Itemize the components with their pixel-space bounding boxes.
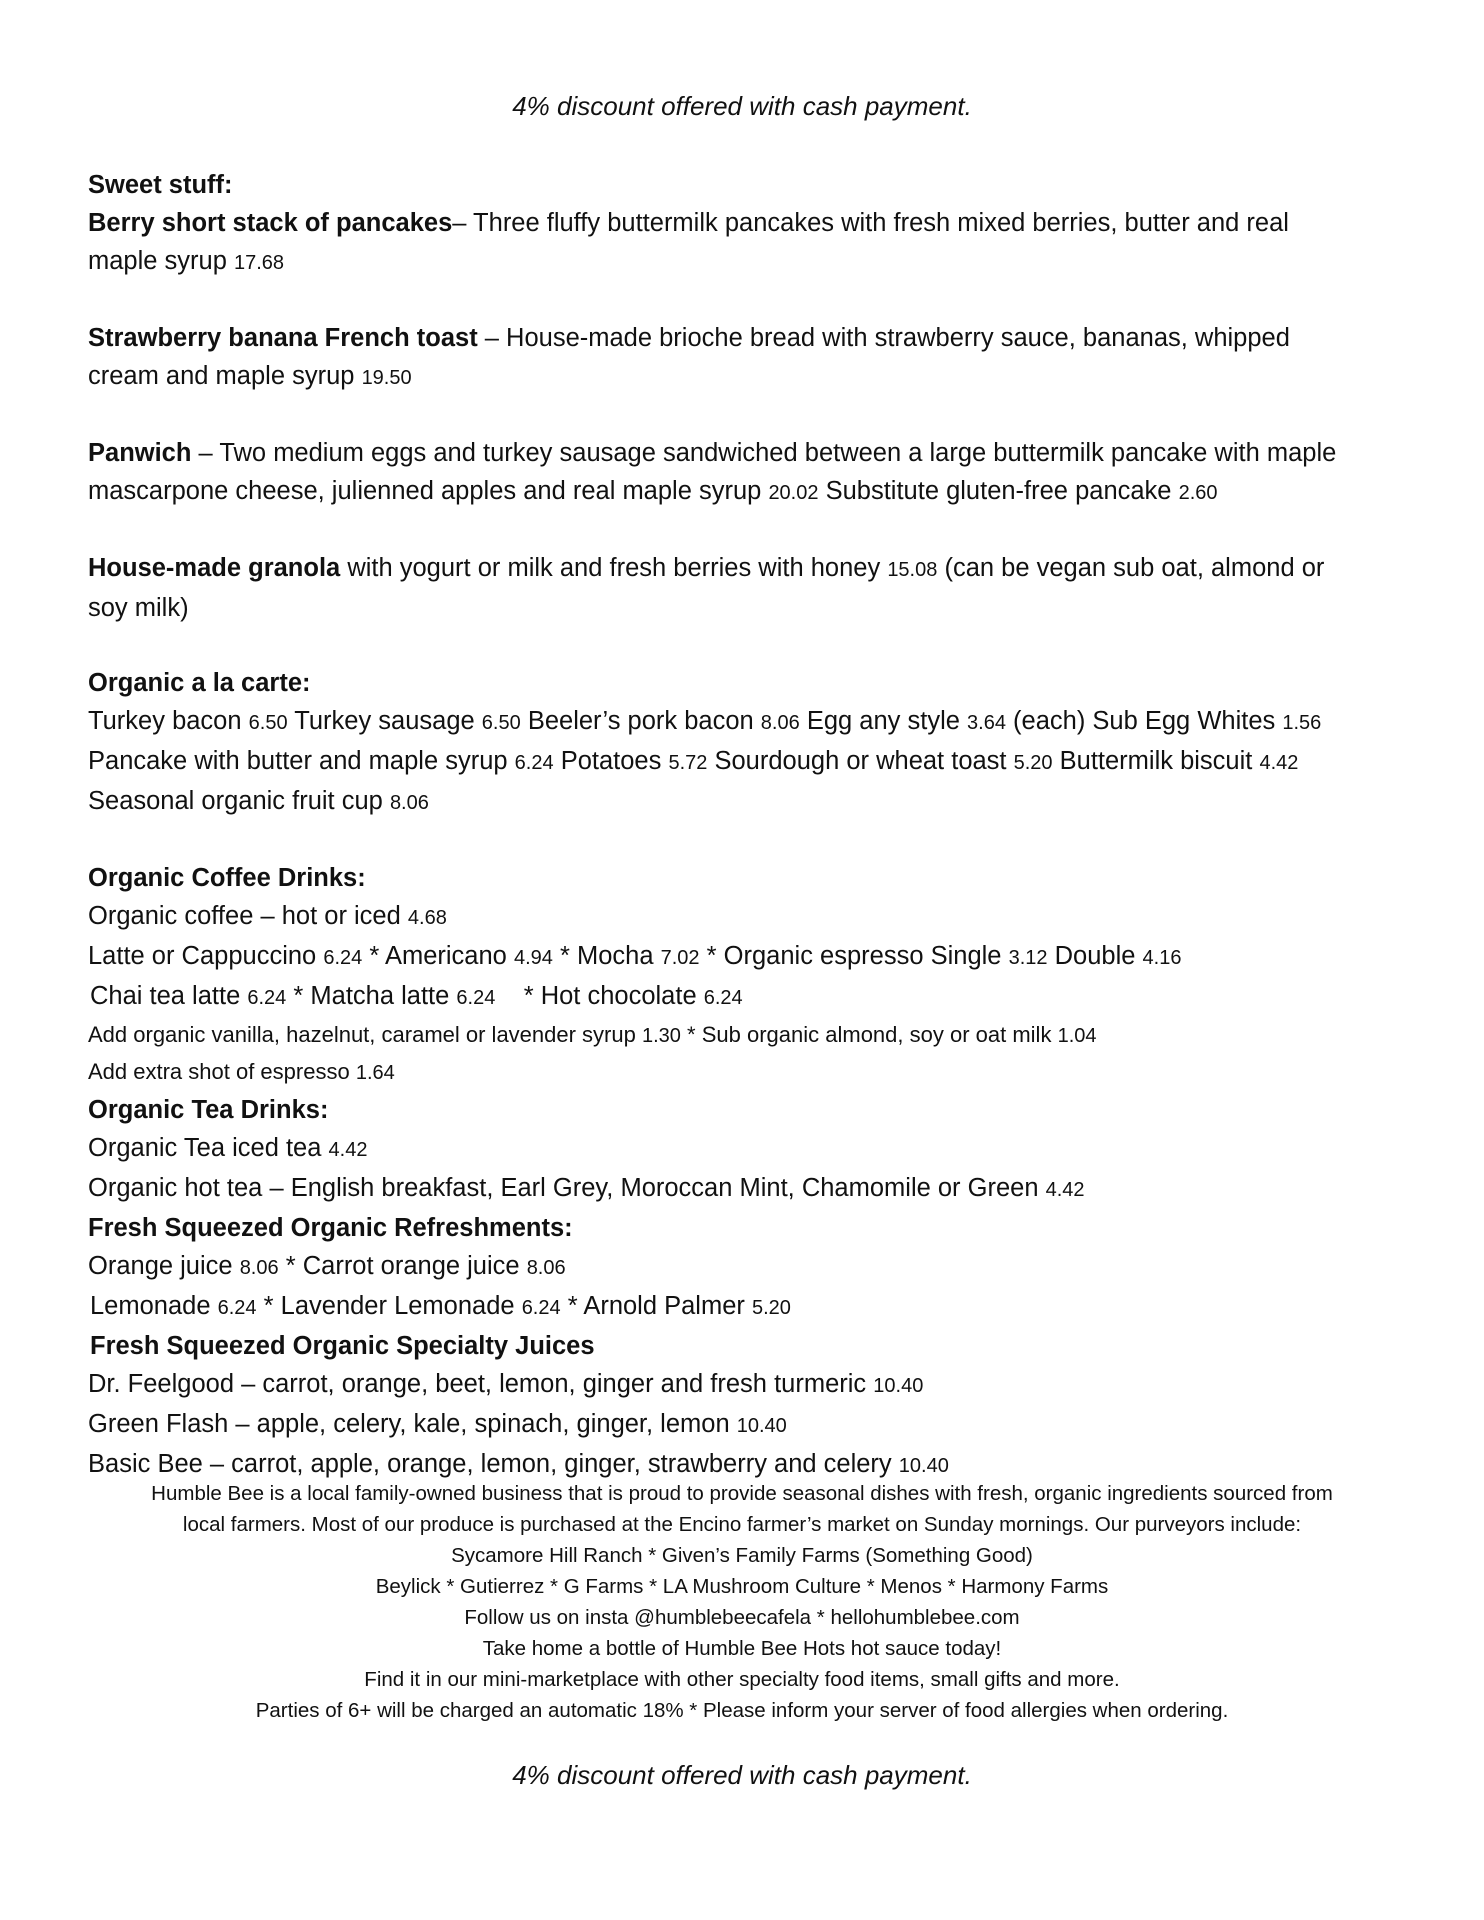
item-name: * Organic espresso Single	[706, 942, 1002, 970]
item-name: Sourdough or wheat toast	[714, 747, 1007, 775]
a-la-carte-heading: Organic a la carte:	[88, 669, 311, 697]
a-la-carte-line	[88, 782, 1408, 822]
item-description: – House-made brioche bread with strawberry sauce, bananas, whipped	[477, 324, 1290, 352]
item-price: 6.24	[521, 1297, 561, 1319]
cash-discount-notice-top: 4% discount offered with cash payment.	[512, 91, 972, 121]
item-name: Pancake with butter and maple syrup	[88, 747, 508, 775]
item-price: 4.68	[407, 907, 447, 929]
item-name: * Americano	[369, 942, 507, 970]
item-name: Turkey sausage	[294, 707, 475, 735]
item-price: 6.50	[248, 712, 288, 734]
item-price: 5.72	[668, 752, 708, 774]
item-price: 1.30	[641, 1025, 681, 1047]
item-description: maple syrup	[88, 247, 227, 275]
tea-line	[88, 1129, 1408, 1169]
refreshments-line	[88, 1287, 1408, 1327]
item-description: mascarpone cheese, julienned apples and real maple syrup	[88, 477, 762, 505]
footer-line: Find it in our mini-marketplace with other specialty food items, small gifts and more.	[364, 1668, 1120, 1691]
item-name: * Matcha latte	[293, 982, 450, 1010]
item-name: Organic hot tea – English breakfast, Earl Grey, Moroccan Mint, Chamomile or Green	[88, 1174, 1039, 1202]
tea-heading: Organic Tea Drinks:	[88, 1096, 329, 1124]
footer-line: Sycamore Hill Ranch * Given’s Family Farms (Something Good)	[451, 1544, 1033, 1567]
item-name: House-made granola	[88, 554, 341, 582]
item-name: Organic coffee – hot or iced	[88, 902, 401, 930]
item-price: 4.16	[1142, 947, 1182, 969]
coffee-addons-line	[88, 1017, 1408, 1054]
coffee-line	[88, 937, 1408, 977]
menu-item-french-toast	[88, 319, 1408, 397]
item-name: Lemonade	[90, 1292, 211, 1320]
footer-line: Humble Bee is a local family-owned business that is proud to provide seasonal dishes with fresh, organic ingredients sourced from	[151, 1482, 1333, 1505]
cash-discount-notice-bottom: 4% discount offered with cash payment.	[512, 1760, 972, 1790]
menu-item-pancakes	[88, 204, 1408, 282]
menu-content	[88, 166, 1408, 1485]
item-price: 6.24	[514, 752, 554, 774]
item-name: Add organic vanilla, hazelnut, caramel or lavender syrup	[88, 1022, 636, 1047]
footer-line: Take home a bottle of Humble Bee Hots hot sauce today!	[482, 1637, 1002, 1660]
item-name: * Lavender Lemonade	[263, 1292, 515, 1320]
item-name: Seasonal organic fruit cup	[88, 787, 383, 815]
item-name: * Carrot orange juice	[285, 1252, 520, 1280]
item-price: 8.06	[239, 1257, 279, 1279]
item-description: – Two medium eggs and turkey sausage sandwiched between a large buttermilk pancake with maple	[191, 439, 1337, 467]
item-name: Double	[1054, 942, 1136, 970]
coffee-line	[88, 897, 1408, 937]
item-price: 10.40	[898, 1455, 949, 1477]
item-name: Panwich	[88, 439, 192, 467]
item-price: 7.02	[660, 947, 700, 969]
footer-line: Follow us on insta @humblebeecafela * hellohumblebee.com	[464, 1606, 1020, 1629]
item-name: Latte or Cappuccino	[88, 942, 317, 970]
item-price: 5.20	[751, 1297, 791, 1319]
item-name: (each) Sub Egg Whites	[1013, 707, 1276, 735]
footer-line: local farmers. Most of our produce is purchased at the Encino farmer’s market on Sunday mornings. Our purveyors include:	[182, 1513, 1302, 1536]
item-name: Basic Bee – carrot, apple, orange, lemon, ginger, strawberry and celery	[88, 1450, 892, 1478]
item-price: 6.24	[703, 987, 743, 1009]
item-price: 15.08	[887, 559, 938, 581]
item-price: 4.42	[1045, 1179, 1085, 1201]
refreshments-line	[88, 1247, 1408, 1287]
juice-line	[88, 1365, 1408, 1405]
item-name: Buttermilk biscuit	[1059, 747, 1253, 775]
item-price: 1.56	[1282, 712, 1322, 734]
item-price: 4.42	[328, 1139, 368, 1161]
item-name: * Sub organic almond, soy or oat milk	[687, 1022, 1052, 1047]
item-price: 4.94	[513, 947, 553, 969]
coffee-addons-line	[88, 1054, 1408, 1091]
item-price: 10.40	[736, 1415, 787, 1437]
item-name: Berry short stack of pancakes	[88, 209, 453, 237]
a-la-carte-line	[88, 742, 1408, 782]
juice-line	[88, 1405, 1408, 1445]
item-price: 10.40	[873, 1375, 924, 1397]
coffee-line	[88, 977, 1408, 1017]
item-name: Egg any style	[806, 707, 960, 735]
footer-line: Beylick * Gutierrez * G Farms * LA Mushroom Culture * Menos * Harmony Farms	[375, 1575, 1109, 1598]
menu-item-panwich	[88, 434, 1408, 512]
coffee-heading: Organic Coffee Drinks:	[88, 864, 366, 892]
item-price: 6.24	[247, 987, 287, 1009]
item-price: 8.06	[526, 1257, 566, 1279]
item-name: Organic Tea iced tea	[88, 1134, 322, 1162]
item-price: 6.50	[481, 712, 521, 734]
item-price: 20.02	[768, 482, 819, 504]
specialty-juices-heading: Fresh Squeezed Organic Specialty Juices	[90, 1332, 595, 1360]
about-footer	[90, 1478, 1394, 1726]
item-price: 6.24	[217, 1297, 257, 1319]
item-name: Strawberry banana French toast	[88, 324, 478, 352]
item-name: Green Flash – apple, celery, kale, spinach, ginger, lemon	[88, 1410, 730, 1438]
item-name: * Hot chocolate	[523, 982, 697, 1010]
item-name: Turkey bacon	[88, 707, 242, 735]
item-name: Orange juice	[88, 1252, 233, 1280]
item-price: 3.12	[1008, 947, 1048, 969]
refreshments-heading: Fresh Squeezed Organic Refreshments:	[88, 1214, 573, 1242]
item-price: 4.42	[1259, 752, 1299, 774]
item-price: 8.06	[389, 792, 429, 814]
item-name: * Mocha	[559, 942, 654, 970]
a-la-carte-line	[88, 702, 1408, 742]
item-name: * Arnold Palmer	[567, 1292, 745, 1320]
item-name: Beeler’s pork bacon	[527, 707, 754, 735]
item-name: Potatoes	[560, 747, 662, 775]
footer-line: Parties of 6+ will be charged an automatic 18% * Please inform your server of food allergies when ordering.	[255, 1699, 1229, 1722]
sweet-stuff-heading: Sweet stuff:	[88, 171, 233, 199]
item-name: Chai tea latte	[90, 982, 241, 1010]
item-description: – Three fluffy buttermilk pancakes with fresh mixed berries, butter and real	[452, 209, 1289, 237]
tea-line	[88, 1169, 1408, 1209]
item-name: Dr. Feelgood – carrot, orange, beet, lemon, ginger and fresh turmeric	[88, 1370, 867, 1398]
item-price: 5.20	[1013, 752, 1053, 774]
menu-item-granola	[88, 549, 1408, 627]
item-price: 8.06	[760, 712, 800, 734]
item-price: 1.04	[1057, 1025, 1097, 1047]
item-price: 6.24	[456, 987, 496, 1009]
item-name: Add extra shot of espresso	[88, 1059, 350, 1084]
item-price: 19.50	[361, 367, 412, 389]
item-price: 3.64	[967, 712, 1006, 734]
item-description: with yogurt or milk and fresh berries with honey	[340, 554, 881, 582]
item-price: 1.64	[355, 1062, 395, 1084]
item-substitute-price: 2.60	[1178, 482, 1218, 504]
item-price: 17.68	[234, 252, 285, 274]
item-note: (can be vegan sub oat, almond or	[944, 554, 1325, 582]
item-substitute: Substitute gluten-free pancake	[825, 477, 1172, 505]
item-price: 6.24	[323, 947, 363, 969]
item-note: soy milk)	[88, 594, 189, 622]
item-description: cream and maple syrup	[88, 362, 355, 390]
